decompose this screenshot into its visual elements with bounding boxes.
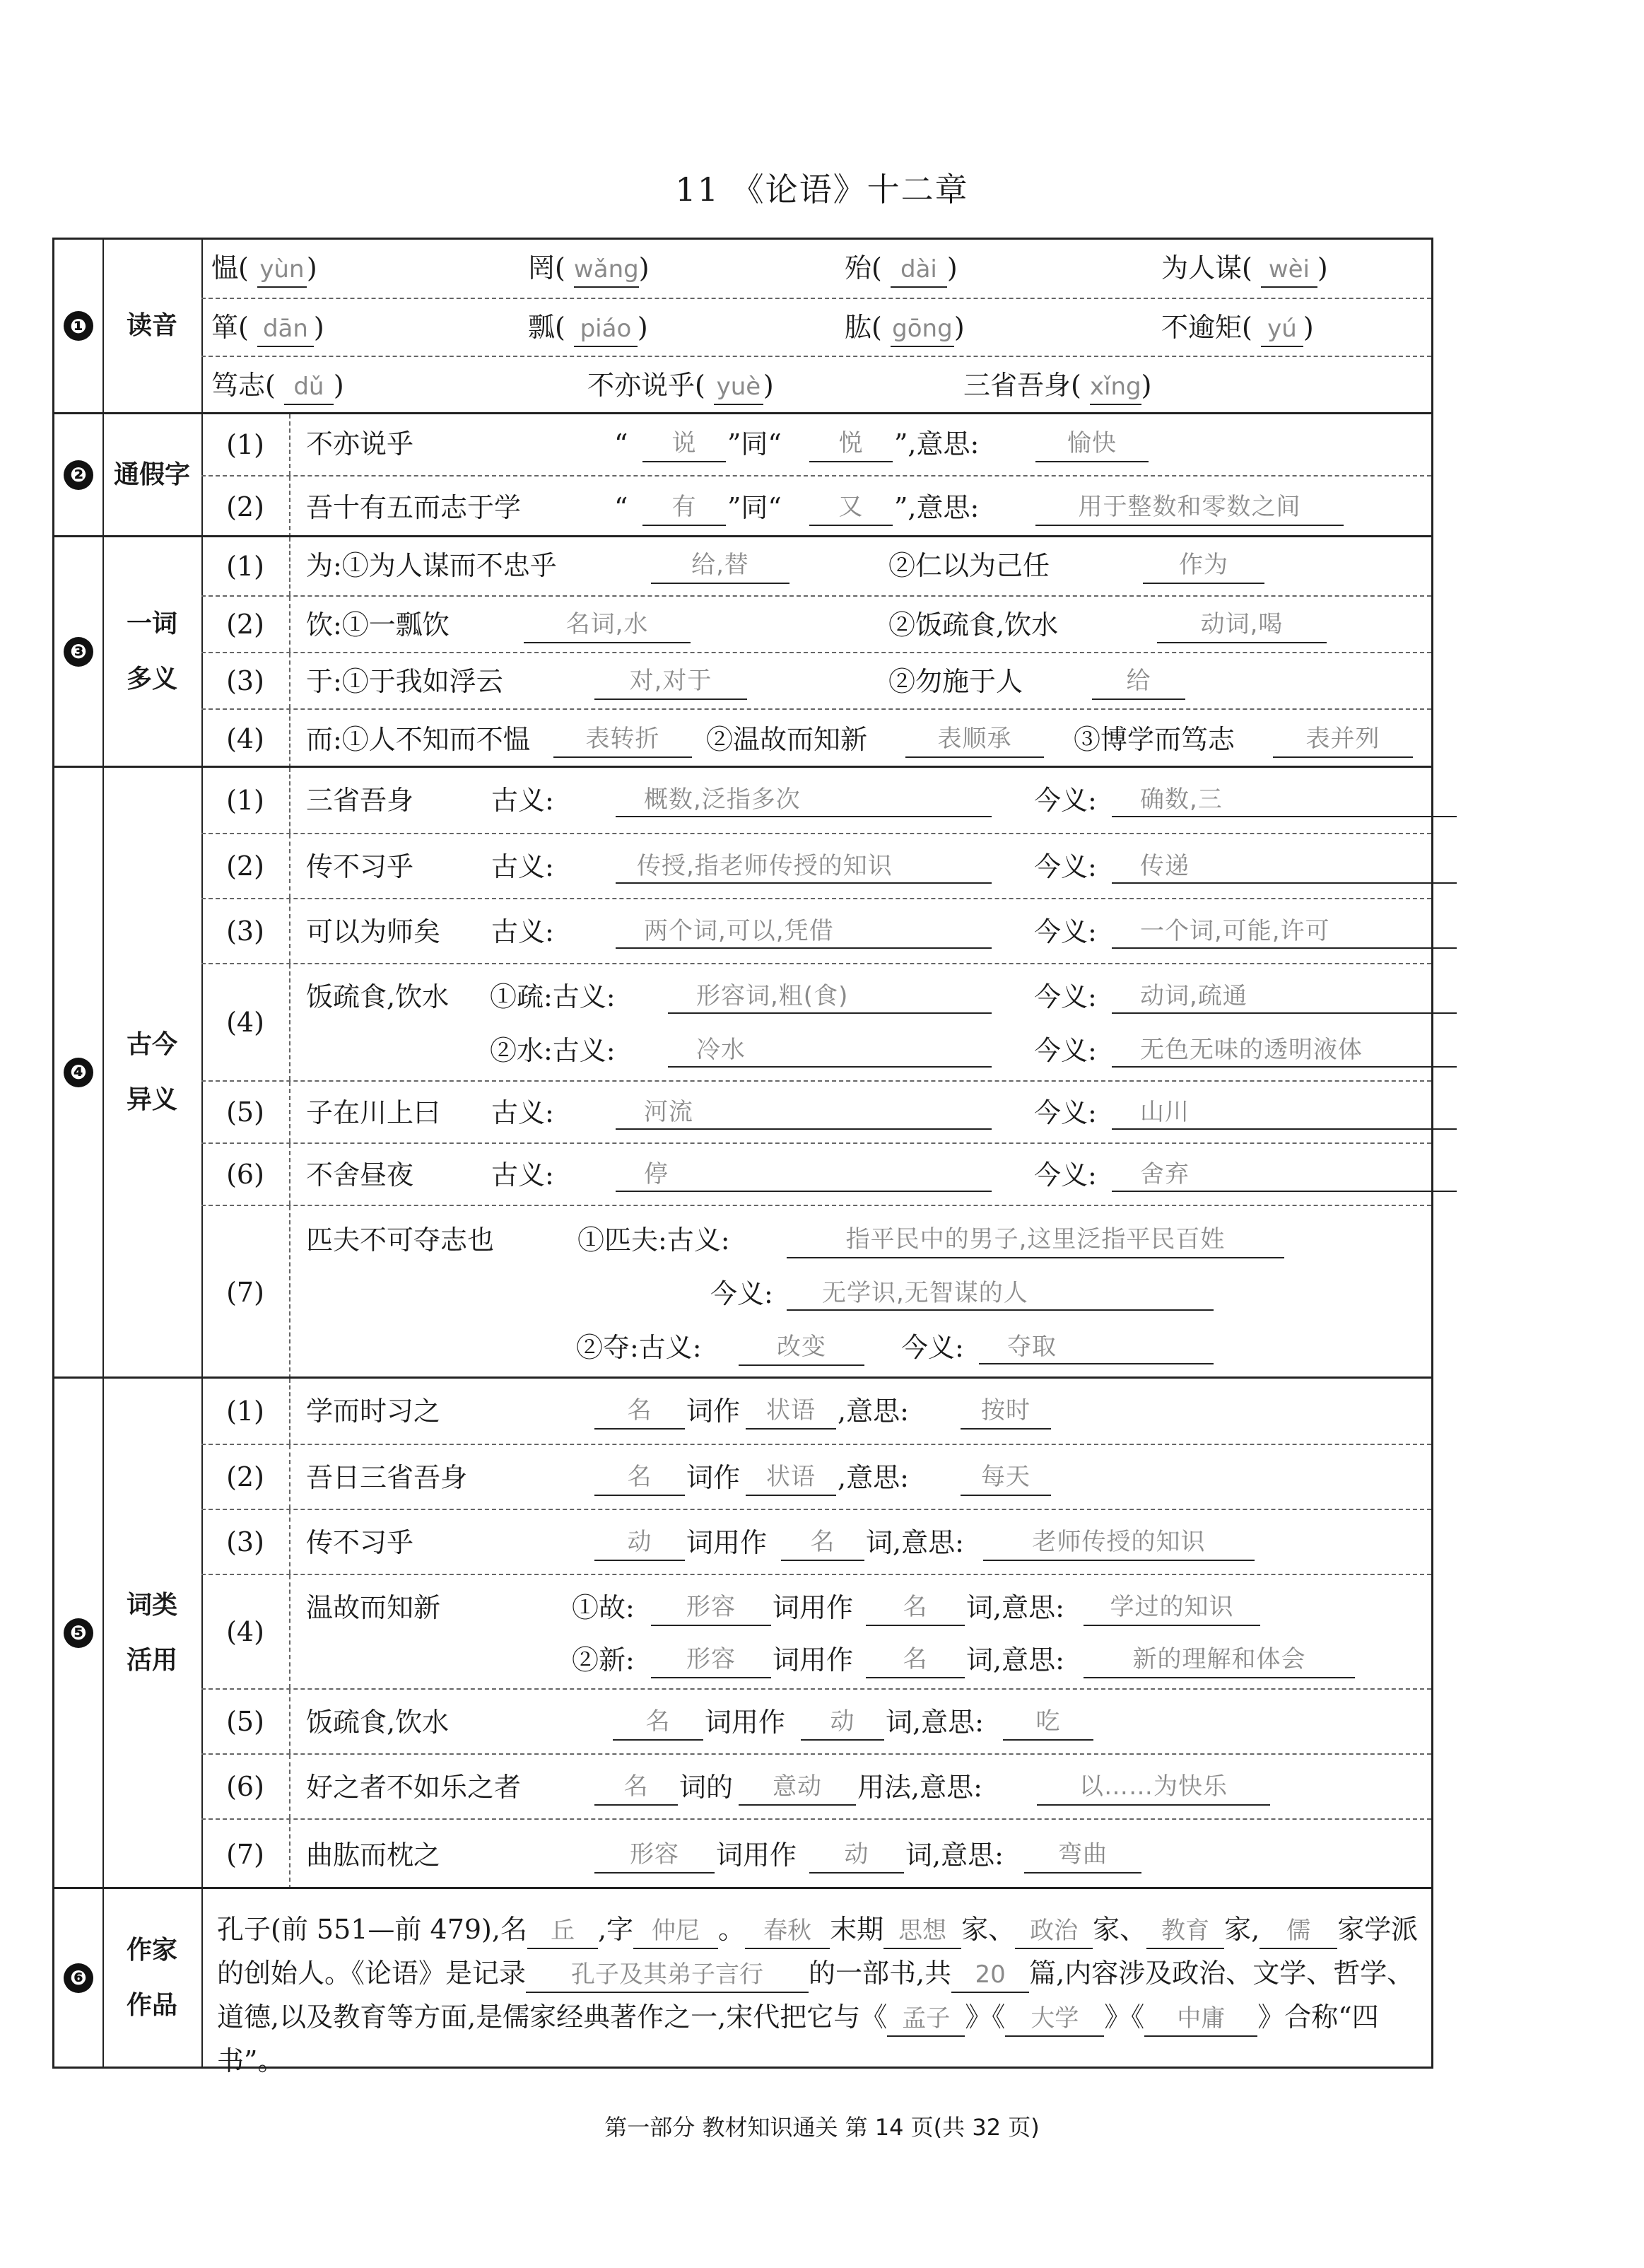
section-number: ❶ — [64, 311, 93, 341]
section-polysemy: ❸ 一词 多义 (1) 为:①为人谋而不忠乎 给,替 ②仁以为己任 作为 (2) 饮:①一瓢饮 名词,水 ②饭疏食,饮水 动词,喝 (3) 于:①于我如浮云 对,对于 ②勿施于人 给 (4) 而:①人不知而不愠 表转折 ②温故而知新 表顺承 ③博学而笃志 表并列 — [54, 535, 1431, 766]
table-row: (2) 传不习乎 古义: 传授,指老师传授的知识 今义: 传递 — [201, 833, 1431, 898]
table-row: (5) 饭疏食,饮水 名 词用作 动 词,意思: 吃 — [201, 1688, 1431, 1753]
table-row: (5) 子在川上曰 古义: 河流 今义: 山川 — [201, 1080, 1431, 1142]
section-number: ❻ — [64, 1963, 93, 1993]
section-number: ❷ — [64, 460, 93, 490]
table-row: (1) 学而时习之 名 词作 状语 ,意思: 按时 — [201, 1379, 1431, 1444]
table-row: (7) 曲肱而枕之 形容 词用作 动 词,意思: 弯曲 — [201, 1818, 1431, 1889]
section-number: ❺ — [64, 1618, 93, 1648]
section-label: 读音 — [126, 311, 177, 340]
page-title: 11 《论语》十二章 — [675, 170, 969, 209]
table-row: (3) 可以为师矣 古义: 两个词,可以,凭借 今义: 一个词,可能,许可 — [201, 898, 1431, 963]
table-row: (1) 三省吾身 古义: 概数,泛指多次 今义: 确数,三 — [201, 768, 1431, 833]
table-row: (7) 匹夫不可夺志也 ①匹夫:古义: 指平民中的男子,这里泛指平民百姓 今义: 无学识,无智谋的人 ②夺:古义: 改变 今义: 夺取 — [201, 1205, 1431, 1379]
author-paragraph: 孔子(前 551—前 479),名 丘 ,字 仲尼 。 春秋 末期 思想 家、 政治 家、 教育 家, 儒 家学派的创始人。《论语》是记录 孔子及其弟子言行 的一部书,共 20 篇,内容涉及政治、文学、哲学、道德,以及教育等方面,是儒家经典著作之一,宋代把它与《 孟子 》《 大学 》《 中庸 》合称“四书”。 — [217, 1914, 1419, 2076]
table-row: (1) 不亦说乎 “ 说 ”同“ 悦 ”,意思: 愉快 — [201, 414, 1431, 475]
table-row: (6) 好之者不如乐之者 名 词的 意动 用法,意思: 以……为快乐 — [201, 1753, 1431, 1818]
table-row: (2) 吾十有五而志于学 “ 有 ”同“ 又 ”,意思: 用于整数和零数之间 — [201, 475, 1431, 537]
table-row: (2) 饮:①一瓢饮 名词,水 ②饭疏食,饮水 动词,喝 — [201, 595, 1431, 652]
knowledge-table — [52, 238, 1433, 2076]
pron-row: 箪( dān ) 瓢( piáo ) 肱( gōng) 不逾矩( yú ) — [201, 298, 1431, 356]
table-row: (3) 传不习乎 动 词用作 名 词,意思: 老师传授的知识 — [201, 1509, 1431, 1574]
section-number: ❹ — [64, 1058, 93, 1087]
table-row: (4) 而:①人不知而不愠 表转折 ②温故而知新 表顺承 ③博学而笃志 表并列 — [201, 708, 1431, 768]
table-row: (1) 为:①为人谋而不忠乎 给,替 ②仁以为己任 作为 — [201, 537, 1431, 595]
pron-row: 笃志( dǔ ) 不亦说乎( yuè) 三省吾身( xǐng) — [201, 356, 1431, 412]
section-word-class: ❺ 词类 活用 (1) 学而时习之 名 词作 状语 ,意思: 按时 (2) 吾日三省吾身 名 词作 状语 ,意思: 每天 (3) 传不习乎 动 词用作 名 词,意思: 老师传授的知识 (4) 温故而知新 ①故: 形容 词用作 名 词,意思: 学过的知识 ②新: 形容 词用作 名 词,意思: 新的理解和体会 (5) 饭疏食,饮水 名 词用作 动 词,意思: 吃 (6) 好之者不如乐之者 名 词的 意动 用法,意思: 以……为快乐 (7) 曲肱而枕之 形容 词用作 动 词,意思: 弯曲 — [54, 1376, 1431, 1887]
table-row: (6) 不舍昼夜 古义: 停 今义: 舍弃 — [201, 1142, 1431, 1205]
table-row: (4) 温故而知新 ①故: 形容 词用作 名 词,意思: 学过的知识 ②新: 形容 词用作 名 词,意思: 新的理解和体会 — [201, 1574, 1431, 1688]
section-interchangeable — [54, 412, 1431, 535]
table-row: (2) 吾日三省吾身 名 词作 状语 ,意思: 每天 — [201, 1444, 1431, 1509]
page-footer: 第一部分 教材知识通关 第 14 页(共 32 页) — [604, 2114, 1040, 2141]
section-number: ❸ — [64, 637, 93, 667]
table-row: (4) 饭疏食,饮水 ①疏:古义: 形容词,粗(食) 今义: 动词,疏通 ②水:古义: 冷水 今义: 无色无味的透明液体 — [201, 963, 1431, 1080]
section-pronunciation — [54, 240, 1431, 412]
table-row: (3) 于:①于我如浮云 对,对于 ②勿施于人 给 — [201, 652, 1431, 708]
section-label: 通假字 — [113, 460, 190, 489]
section-ancient-modern: ❹ 古今 异义 (1) 三省吾身 古义: 概数,泛指多次 今义: 确数,三 (2) 传不习乎 古义: 传授,指老师传授的知识 今义: 传递 (3) 可以为师矣 古义: 两个词,可以,凭借 今义: 一个词,可能,许可 (4) 饭疏食,饮水 ①疏:古义: 形容词,粗(食) 今义: 动词,疏通 ②水:古义: 冷水 今义: 无色无味的透明液体 (5) 子在川上曰 古义: 河流 今义: 山川 (6) 不舍昼夜 古义: 停 今义: 舍弃 (7) 匹夫不可夺志也 ①匹夫:古义: 指平民中的男子,这里泛指平民百姓 今义: 无学识,无智谋的人 ②夺:古义: 改变 今义: 夺取 — [54, 766, 1431, 1376]
section-author: ❻ 作家 作品 孔子(前 551—前 479),名 丘 ,字 仲尼 。 春秋 末期 思想 家、 政治 家、 教育 家, 儒 家学派的创始人。《论语》是记录 孔子及其弟子言行 的一部书,共 20 篇,内容涉及政治、文学、哲学、道德,以及教育等方面,是儒家经典著作之一,宋代把它与《 孟子 》《 大学 》《 中庸 》合称“四书”。 — [54, 1887, 1431, 2067]
pron-row: 愠( yùn) 罔( wǎng) 殆( dài ) 为人谋( wèi ) — [201, 240, 1431, 298]
